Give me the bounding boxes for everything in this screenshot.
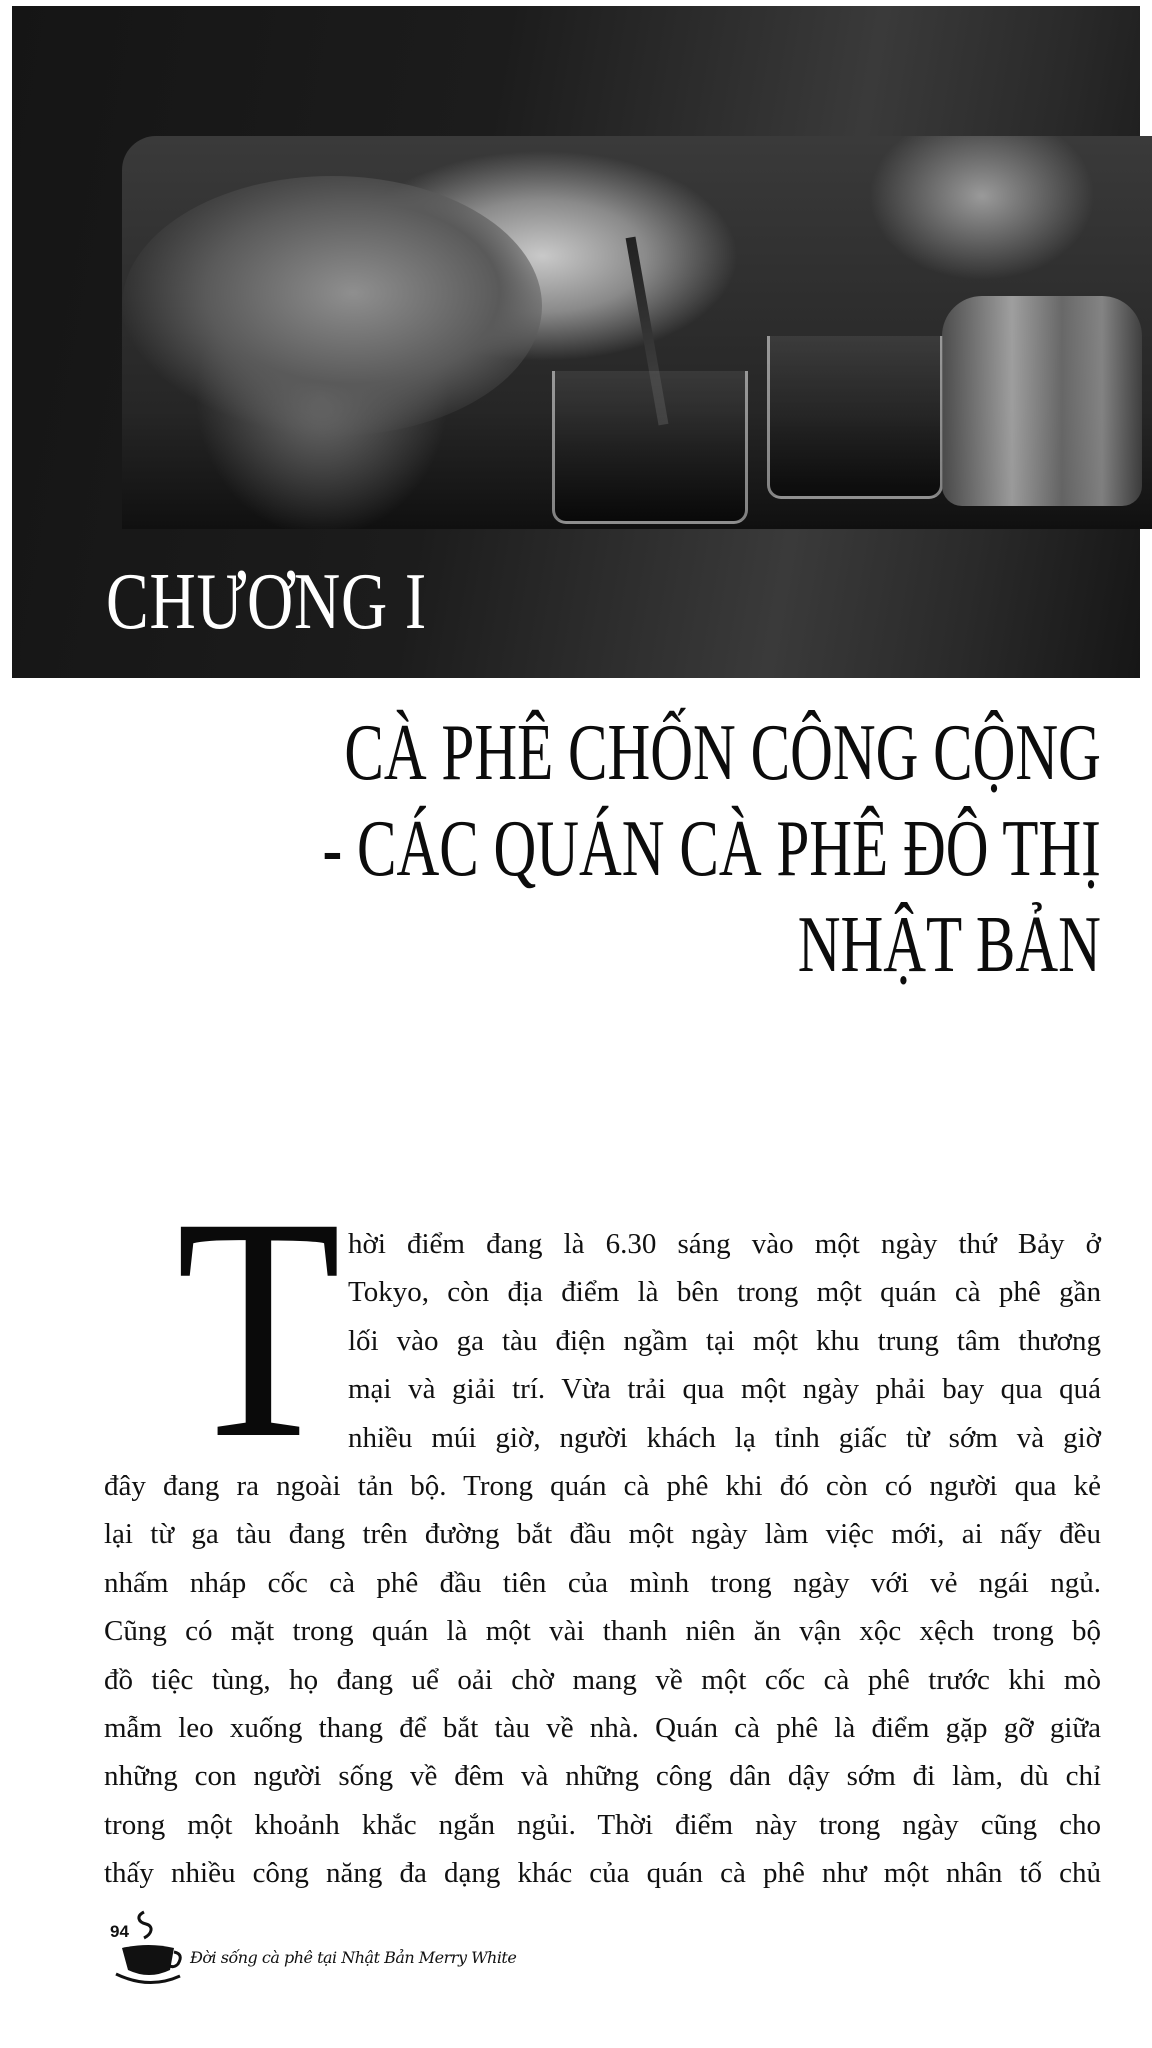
drop-cap: T [176, 1152, 342, 1504]
chapter-title-line: NHẬT BẢN [797, 901, 1101, 989]
body-line: lối vào ga tàu điện ngầm tại một khu trung tâm thương [348, 1324, 1101, 1357]
body-line: những con người sống về đêm và những công dân dậy sớm đi làm, dù chỉ [104, 1760, 1101, 1793]
chapter-label: CHƯƠNG I [106, 558, 427, 646]
author-signature: Đời sống cà phê tại Nhật Bản Merry White [190, 1948, 517, 1967]
body-line: Tokyo, còn địa điểm là bên trong một quán cà phê gần [348, 1276, 1101, 1309]
body-line: nhiều múi giờ, người khách lạ tỉnh giấc từ sớm và giờ [348, 1421, 1101, 1454]
photo-hand [122, 176, 542, 436]
coffee-pouring-photo [122, 136, 1152, 529]
chapter-title-line: CÀ PHÊ CHỐN CÔNG CỘNG [344, 709, 1101, 797]
coffee-cup-icon [114, 1908, 184, 1988]
photo-glass [552, 371, 748, 524]
photo-glass [767, 336, 943, 499]
body-line: trong một khoảnh khắc ngắn ngủi. Thời điểm này trong ngày cũng cho [104, 1808, 1101, 1841]
body-line: nhấm nháp cốc cà phê đầu tiên của mình trong ngày với vẻ ngái ngủ. [104, 1566, 1101, 1599]
photo-kettle [942, 296, 1142, 506]
body-line: thấy nhiều công năng đa dạng khác của quán cà phê như một nhân tố chủ [104, 1857, 1101, 1890]
body-line: mẫm leo xuống thang để bắt tàu về nhà. Quán cà phê là điểm gặp gỡ giữa [104, 1711, 1101, 1744]
body-line: đồ tiệc tùng, họ đang uể oải chờ mang về một cốc cà phê trước khi mò [104, 1663, 1101, 1696]
page-number: 94 [110, 1922, 129, 1941]
body-line: đây đang ra ngoài tản bộ. Trong quán cà phê khi đó còn có người qua kẻ [104, 1469, 1101, 1502]
body-line: lại từ ga tàu đang trên đường bắt đầu một ngày làm việc mới, ai nấy đều [104, 1518, 1101, 1551]
body-text [104, 1220, 1101, 1897]
chapter-title [49, 705, 1101, 993]
chapter-title-line: - CÁC QUÁN CÀ PHÊ ĐÔ THỊ [322, 805, 1101, 893]
body-line: Cũng có mặt trong quán là một vài thanh niên ăn vận xộc xệch trong bộ [104, 1615, 1101, 1648]
body-line: mại và giải trí. Vừa trải qua một ngày phải bay qua quá [348, 1373, 1101, 1406]
body-line: hời điểm đang là 6.30 sáng vào một ngày thứ Bảy ở [348, 1228, 1101, 1260]
